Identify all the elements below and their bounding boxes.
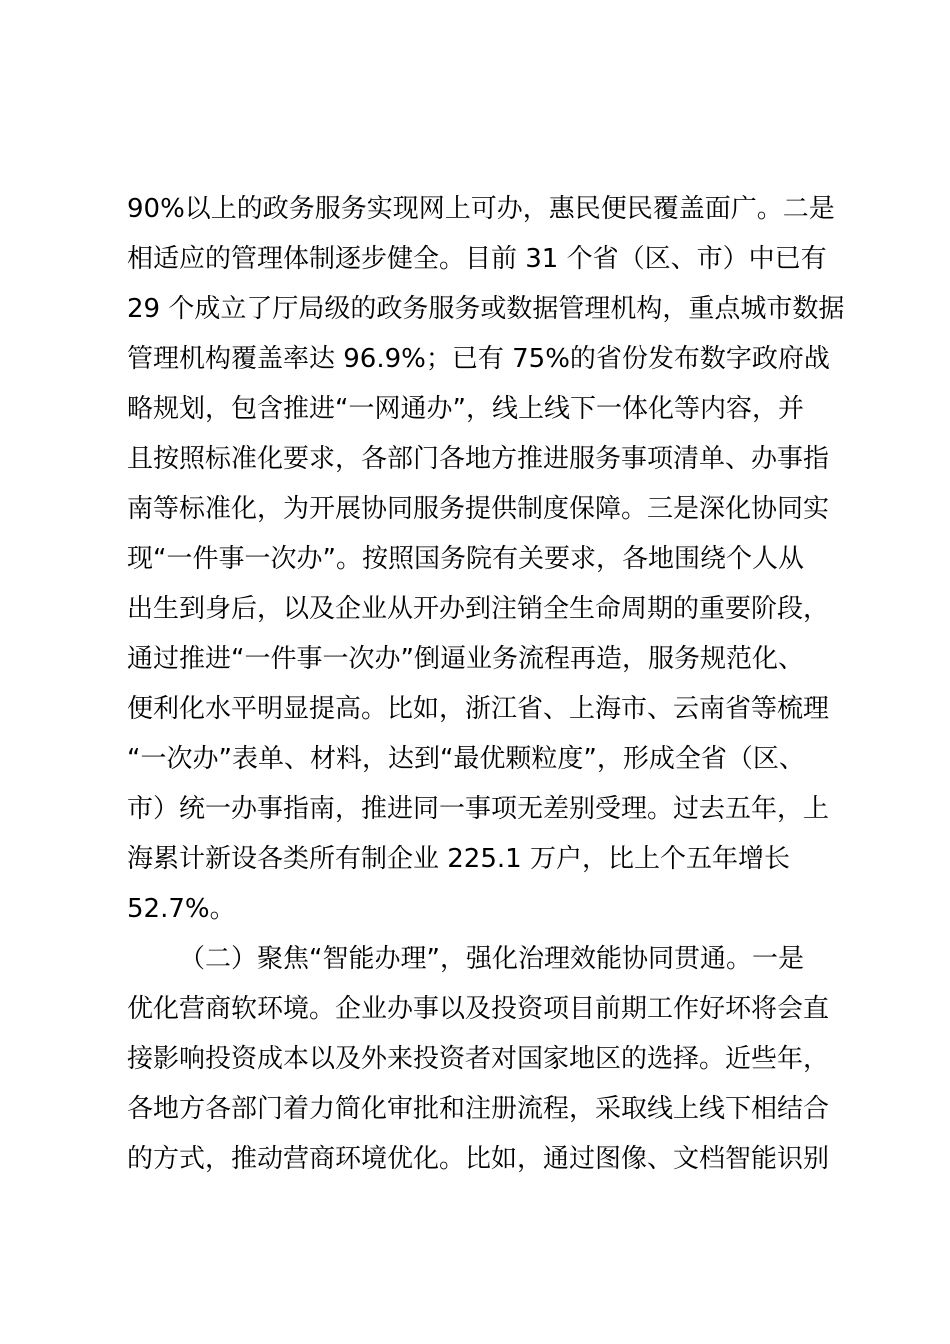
- text-line: 略规划，包含推进“一网通办”，线上线下一体化等内容，并: [127, 394, 804, 424]
- text-line: 52.7%。: [127, 894, 236, 924]
- text-line: 的方式，推动营商环境优化。比如，通过图像、文档智能识别: [127, 1144, 830, 1174]
- text-line: 接影响投资成本以及外来投资者对国家地区的选择。近些年，: [127, 1044, 830, 1074]
- text-line: 29 个成立了厅局级的政务服务或数据管理机构，重点城市数据: [127, 294, 845, 324]
- text-line: “一次办”表单、材料，达到“最优颗粒度”，形成全省（区、: [127, 744, 805, 774]
- text-line: 优化营商软环境。企业办事以及投资项目前期工作好坏将会直: [127, 994, 830, 1024]
- text-line: 出生到身后，以及企业从开办到注销全生命周期的重要阶段，: [127, 594, 830, 624]
- text-line: 管理机构覆盖率达 96.9%；已有 75%的省份发布数字政府战: [127, 344, 830, 374]
- text-line: 通过推进“一件事一次办”倒逼业务流程再造，服务规范化、: [127, 644, 804, 674]
- body-text: [127, 184, 847, 1184]
- text-line: 便利化水平明显提高。比如，浙江省、上海市、云南省等梳理: [127, 694, 830, 724]
- text-line: 相适应的管理体制逐步健全。目前 31 个省（区、市）中已有: [127, 244, 827, 274]
- text-line: 且按照标准化要求，各部门各地方推进服务事项清单、办事指: [127, 444, 830, 474]
- text-line: 海累计新设各类所有制企业 225.1 万户，比上个五年增长: [127, 844, 790, 874]
- text-line: 市）统一办事指南，推进同一事项无差别受理。过去五年，上: [127, 794, 830, 824]
- section-heading-line: （二）聚焦“智能办理”，强化治理效能协同贯通。一是: [179, 944, 804, 974]
- text-line: 南等标准化，为开展协同服务提供制度保障。三是深化协同实: [127, 494, 830, 524]
- text-line: 各地方各部门着力简化审批和注册流程，采取线上线下相结合: [127, 1094, 830, 1124]
- text-line: 现“一件事一次办”。按照国务院有关要求，各地围绕个人从: [127, 544, 804, 574]
- text-line: 90%以上的政务服务实现网上可办，惠民便民覆盖面广。二是: [127, 194, 835, 224]
